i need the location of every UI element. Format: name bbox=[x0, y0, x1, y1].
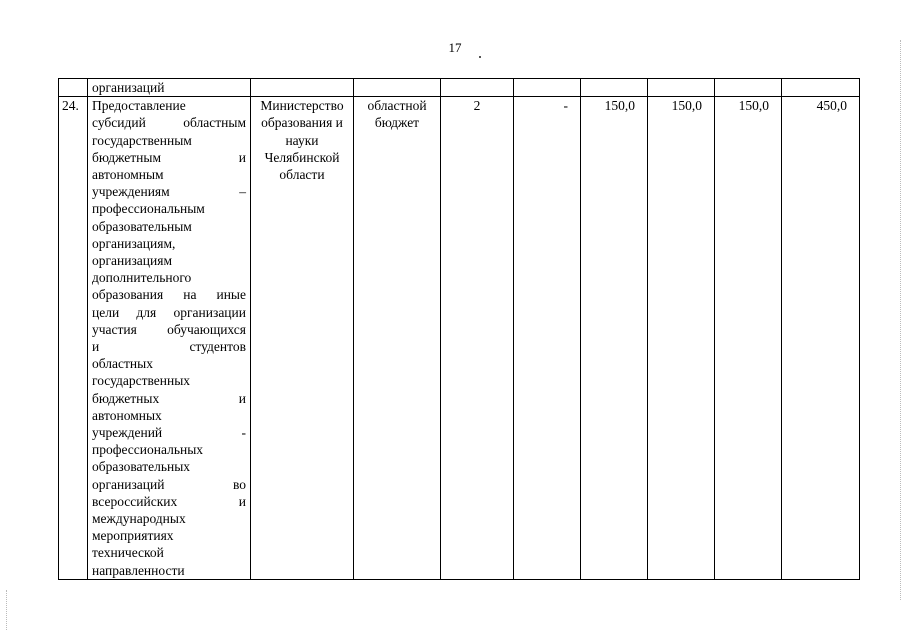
scan-edge-right bbox=[899, 40, 901, 600]
description-line: образования на иные bbox=[92, 287, 246, 303]
scan-edge-left bbox=[6, 590, 8, 630]
cell-year3: 150,0 bbox=[715, 97, 782, 580]
executor-line: науки bbox=[285, 132, 319, 148]
cell-number-empty bbox=[59, 79, 88, 97]
source-line: бюджет bbox=[374, 115, 420, 131]
cell-year2: 150,0 bbox=[648, 97, 715, 580]
cell-row-number: 24. bbox=[59, 97, 88, 580]
cell-empty bbox=[251, 79, 354, 97]
cell-empty bbox=[514, 79, 581, 97]
description-line: бюджетных и bbox=[92, 390, 246, 406]
description-line: и студентов bbox=[92, 339, 246, 355]
executor-line: Министерство bbox=[260, 98, 344, 114]
cell-col6: - bbox=[514, 97, 581, 580]
table-row-continuation bbox=[59, 79, 860, 97]
description-line: областных bbox=[92, 356, 153, 372]
description-line: Предоставление bbox=[92, 98, 186, 114]
description-line: организаций во bbox=[92, 476, 246, 492]
page-number: 17 bbox=[448, 40, 462, 55]
cell-total: 450,0 bbox=[782, 97, 860, 580]
program-table bbox=[58, 78, 860, 580]
description-line: технической bbox=[92, 545, 164, 561]
description-line: образовательных bbox=[92, 459, 191, 475]
description-line: дополнительного bbox=[92, 270, 192, 286]
description-line: государственным bbox=[92, 132, 192, 148]
cell-year1: 150,0 bbox=[581, 97, 648, 580]
cell-empty bbox=[441, 79, 514, 97]
description-line: организациям, bbox=[92, 235, 176, 251]
cell-empty bbox=[648, 79, 715, 97]
source-line: областной bbox=[367, 98, 427, 114]
table-row bbox=[59, 97, 860, 580]
description-line: автономным bbox=[92, 167, 164, 183]
description-line: субсидий областным bbox=[92, 115, 246, 131]
description-line: бюджетным и bbox=[92, 149, 246, 165]
description-line: цели для организации bbox=[92, 304, 246, 320]
cell-empty bbox=[354, 79, 441, 97]
description-line: профессиональным bbox=[92, 201, 205, 217]
cell-empty bbox=[782, 79, 860, 97]
cell-empty bbox=[581, 79, 648, 97]
description-line: организациям bbox=[92, 253, 173, 269]
description-line: автономных bbox=[92, 407, 162, 423]
executor-line: Челябинской bbox=[264, 149, 340, 165]
description-line: образовательным bbox=[92, 218, 192, 234]
description-line: мероприятиях bbox=[92, 528, 174, 544]
description-line: государственных bbox=[92, 373, 191, 389]
description-line: всероссийских и bbox=[92, 493, 246, 509]
description-line: направленности bbox=[92, 562, 185, 578]
description-line: учреждений - bbox=[92, 425, 246, 441]
description-line: профессиональных bbox=[92, 442, 204, 458]
description-line: международных bbox=[92, 511, 186, 527]
cell-executor bbox=[251, 97, 354, 580]
description-line: участия обучающихся bbox=[92, 321, 246, 337]
cell-description bbox=[88, 97, 251, 580]
description-line: учреждениям – bbox=[92, 184, 246, 200]
cell-description-continued: организаций bbox=[88, 79, 251, 97]
executor-line: образования и bbox=[261, 115, 343, 131]
cell-empty bbox=[715, 79, 782, 97]
scan-speck bbox=[479, 56, 481, 58]
executor-line: области bbox=[279, 167, 325, 183]
cell-funding-source bbox=[354, 97, 441, 580]
cell-indicator: 2 bbox=[441, 97, 514, 580]
